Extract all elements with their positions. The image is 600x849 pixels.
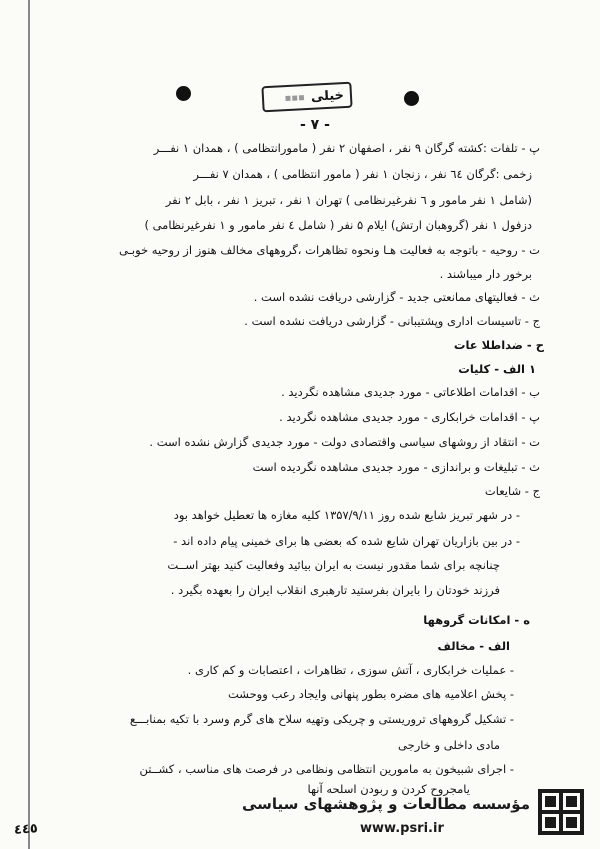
text-line: - تشکیل گروههای تروریستی و چریکی وتهیه سلاح های گرم وسرد با تکیه بمنابـــع (129, 712, 514, 726)
text-line: ب - اقدامات اطلاعاتی - مورد جدیدی مشاهده نگردید . (281, 385, 540, 399)
watermark-url: www.psri.ir (360, 821, 444, 836)
text-line: - عملیات خرابکاری ، آتش سوزی ، تظاهرات ، اعتصابات و کم کاری . (187, 663, 514, 677)
watermark-org-name: مؤسسه مطالعات و پژوهشهای سیاسی (241, 795, 530, 813)
section-heading: ح - ضداطلا عات (453, 338, 544, 352)
text-line: فرزند خودتان را بایران بفرستید تارهبری انقلاب ایران را بعهده بگیرد . (170, 583, 500, 597)
stamp-text: خیلی (310, 87, 345, 105)
text-line: یامجروح کردن و ربودن اسلحه آنها (307, 782, 470, 796)
text-line: مادی داخلی و خارجی (398, 738, 500, 752)
text-line: - در بین بازاریان تهران شایع شده که بعضی ها برای خمینی پیام داده اند - (173, 534, 520, 548)
institute-logo-icon (538, 789, 584, 835)
text-line: ت - روحیه - باتوجه به فعالیت هـا ونحوه تظاهرات ،گروههای مخالف هنوز از روحیه خوبـی (118, 243, 540, 257)
text-line: پ - تلفات :کشته گرگان ۹ نفر ، اصفهان ۲ نفر ( مامورانتظامی ) ، همدان ۱ نفـــر (153, 141, 540, 155)
text-line: - اجرای شبیخون به مامورین انتظامی ونظامی در فرصت های مناسب ، کشــتن (139, 762, 514, 776)
text-line: (شامل ۱ نفر مامور و ٦ نفرغیرنظامی ) تهران ۱ نفر ، تبریز ۱ نفر ، بابل ۲ نفر (165, 193, 532, 207)
text-line: ت - انتقاد از روشهای سیاسی واقتصادی دولت - مورد جدیدی گزارش نشده است . (149, 435, 540, 449)
text-line: زخمی :گرگان ٦٤ نفر ، زنجان ۱ نفر ( مامور انتظامی ) ، همدان ۷ نفـــر (193, 167, 532, 181)
subsection-heading: الف - مخالف (437, 639, 510, 653)
page-edge (28, 0, 30, 849)
page-number: - ۷ - (300, 117, 330, 133)
subsection-heading: ۱ الف - کلیات (458, 362, 536, 376)
classification-stamp (261, 82, 352, 113)
punch-hole-right (404, 91, 419, 106)
text-line: - پخش اعلامیه های مضره بطور پنهانی وایجاد رعب ووحشت (228, 687, 514, 701)
text-line: ث - تبلیغات و براندازی - مورد جدیدی مشاهده نگردیده است (252, 460, 540, 474)
text-line: برخور دار میباشند . (439, 267, 532, 281)
text-line: چنانچه برای شما مقدور نیست به ایران بیائید وفعالیت کنید بهتر اســت (167, 558, 500, 572)
punch-hole-left (176, 86, 191, 101)
section-heading: ه - امکانات گروهها (423, 613, 530, 627)
stamp-faint-text: ▪▪▪ (284, 91, 306, 104)
text-line: ج - تاسیسات اداری وپشتیبانی - گزارشی دریافت نشده است . (244, 314, 540, 328)
text-line: ج - شایعات (484, 484, 540, 498)
text-line: - در شهر تبریز شایع شده روز ۱۳۵۷/۹/۱۱ کلیه مغازه ها تعطیل خواهد بود (173, 508, 520, 522)
text-line: دزفول ۱ نفر (گروهبان ارتش) ایلام ۵ نفر ( شامل ٤ نفر مامور و ۱ نفرغیرنظامی ) (144, 218, 532, 232)
text-line: پ - اقدامات خرابکاری - مورد جدیدی مشاهده نگردید . (279, 410, 540, 424)
archive-number: ٤٤٥ (13, 821, 39, 838)
text-line: ث - فعالیتهای ممانعتی جدید - گزارشی دریافت نشده است . (253, 290, 540, 304)
